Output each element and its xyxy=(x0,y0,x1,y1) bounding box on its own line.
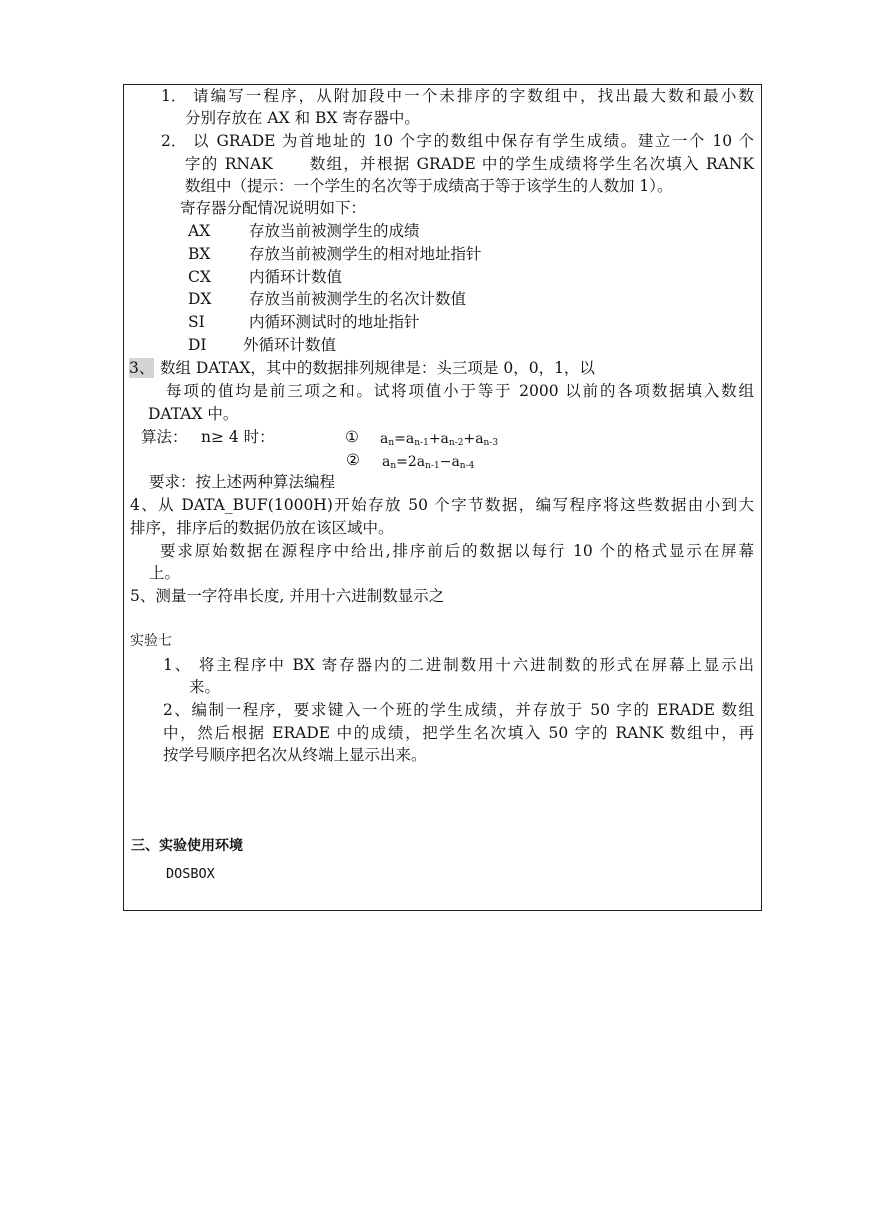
q2-line1: 以 GRADE 为首地址的 10 个字的数组中保存有学生成绩。建立一个 10 个 xyxy=(193,132,754,150)
register-name: DX xyxy=(188,290,212,308)
register-desc: 外循环计数值 xyxy=(243,336,337,354)
exp7-item2-line1: 2、编制一程序，要求键入一个班的学生成绩，并存放于 50 字的 ERADE 数组 xyxy=(163,701,754,719)
q3-line1: 数组 DATAX，其中的数据排列规律是：头三项是 0，0，1，以 xyxy=(160,359,595,377)
q3-line2: 每项的值均是前三项之和。试将项值小于等于 2000 以前的各项数据填入数组 xyxy=(166,382,754,400)
q2-line2: 字的 RNAK 数组，并根据 GRADE 中的学生成绩将学生名次填入 RANK xyxy=(185,155,754,173)
environment-heading: 三、实验使用环境 xyxy=(131,838,243,854)
formula-2-marker: ② xyxy=(346,451,360,469)
register-name: DI xyxy=(188,336,207,354)
q4-line4: 上。 xyxy=(149,564,181,582)
register-desc: 存放当前被测学生的相对地址指针 xyxy=(249,245,482,263)
exp7-item1-line1: 1、 将主程序中 BX 寄存器内的二进制数用十六进制数的形式在屏幕上显示出 xyxy=(163,656,754,674)
q3-number: 3、 xyxy=(129,359,155,377)
q4-line2: 排序，排序后的数据仍放在该区域中。 xyxy=(130,519,394,537)
q1-line2: 分别存放在 AX 和 BX 寄存器中。 xyxy=(185,109,420,127)
q2-number: 2． xyxy=(161,132,187,150)
register-desc: 存放当前被测学生的成绩 xyxy=(249,222,420,240)
register-name: SI xyxy=(188,313,205,331)
q2-line3: 数组中（提示：一个学生的名次等于成绩高于等于该学生的人数加 1）。 xyxy=(185,177,673,195)
register-desc: 内循环测试时的地址指针 xyxy=(249,313,420,331)
register-title: 寄存器分配情况说明如下： xyxy=(180,199,367,217)
algo-condition: n≥ 4 时： xyxy=(201,428,275,446)
register-name: AX xyxy=(188,222,211,240)
formula-1-marker: ① xyxy=(345,428,359,446)
q4-line1: 4、从 DATA_BUF(1000H)开始存放 50 个字节数据，编写程序将这些数据由小到大 xyxy=(130,496,754,514)
q3-requirement: 要求：按上述两种算法编程 xyxy=(149,473,336,491)
algo-label: 算法： xyxy=(141,428,188,446)
q1-line1: 请编写一程序，从附加段中一个未排序的字数组中，找出最大数和最小数 xyxy=(193,87,754,105)
exp7-item1-line2: 来。 xyxy=(189,678,221,696)
register-desc: 内循环计数值 xyxy=(249,268,343,286)
register-desc: 存放当前被测学生的名次计数值 xyxy=(249,290,467,308)
q4-line3: 要求原始数据在源程序中给出,排序前后的数据以每行 10 个的格式显示在屏幕 xyxy=(160,542,754,560)
register-name: CX xyxy=(188,268,211,286)
q5-line1: 5、测量一字符串长度, 并用十六进制数显示之 xyxy=(130,587,445,605)
register-name: BX xyxy=(188,245,211,263)
q1-number: 1． xyxy=(161,87,187,105)
formula-1: $a_n=a_{n-1}+a_{n-2}+a_{n-3}$ xyxy=(380,431,499,448)
q3-line3: DATAX 中。 xyxy=(148,405,239,423)
exp7-item2-line3: 按学号顺序把名次从终端上显示出来。 xyxy=(163,746,427,764)
experiment-7-title: 实验七 xyxy=(130,633,172,649)
environment-value: DOSBOX xyxy=(166,866,215,882)
formula-2: $a_n=2a_{n-1}-a_{n-4}$ xyxy=(382,454,475,471)
exp7-item2-line2: 中，然后根据 ERADE 中的成绩，把学生名次填入 50 字的 RANK 数组中，再 xyxy=(163,724,754,742)
